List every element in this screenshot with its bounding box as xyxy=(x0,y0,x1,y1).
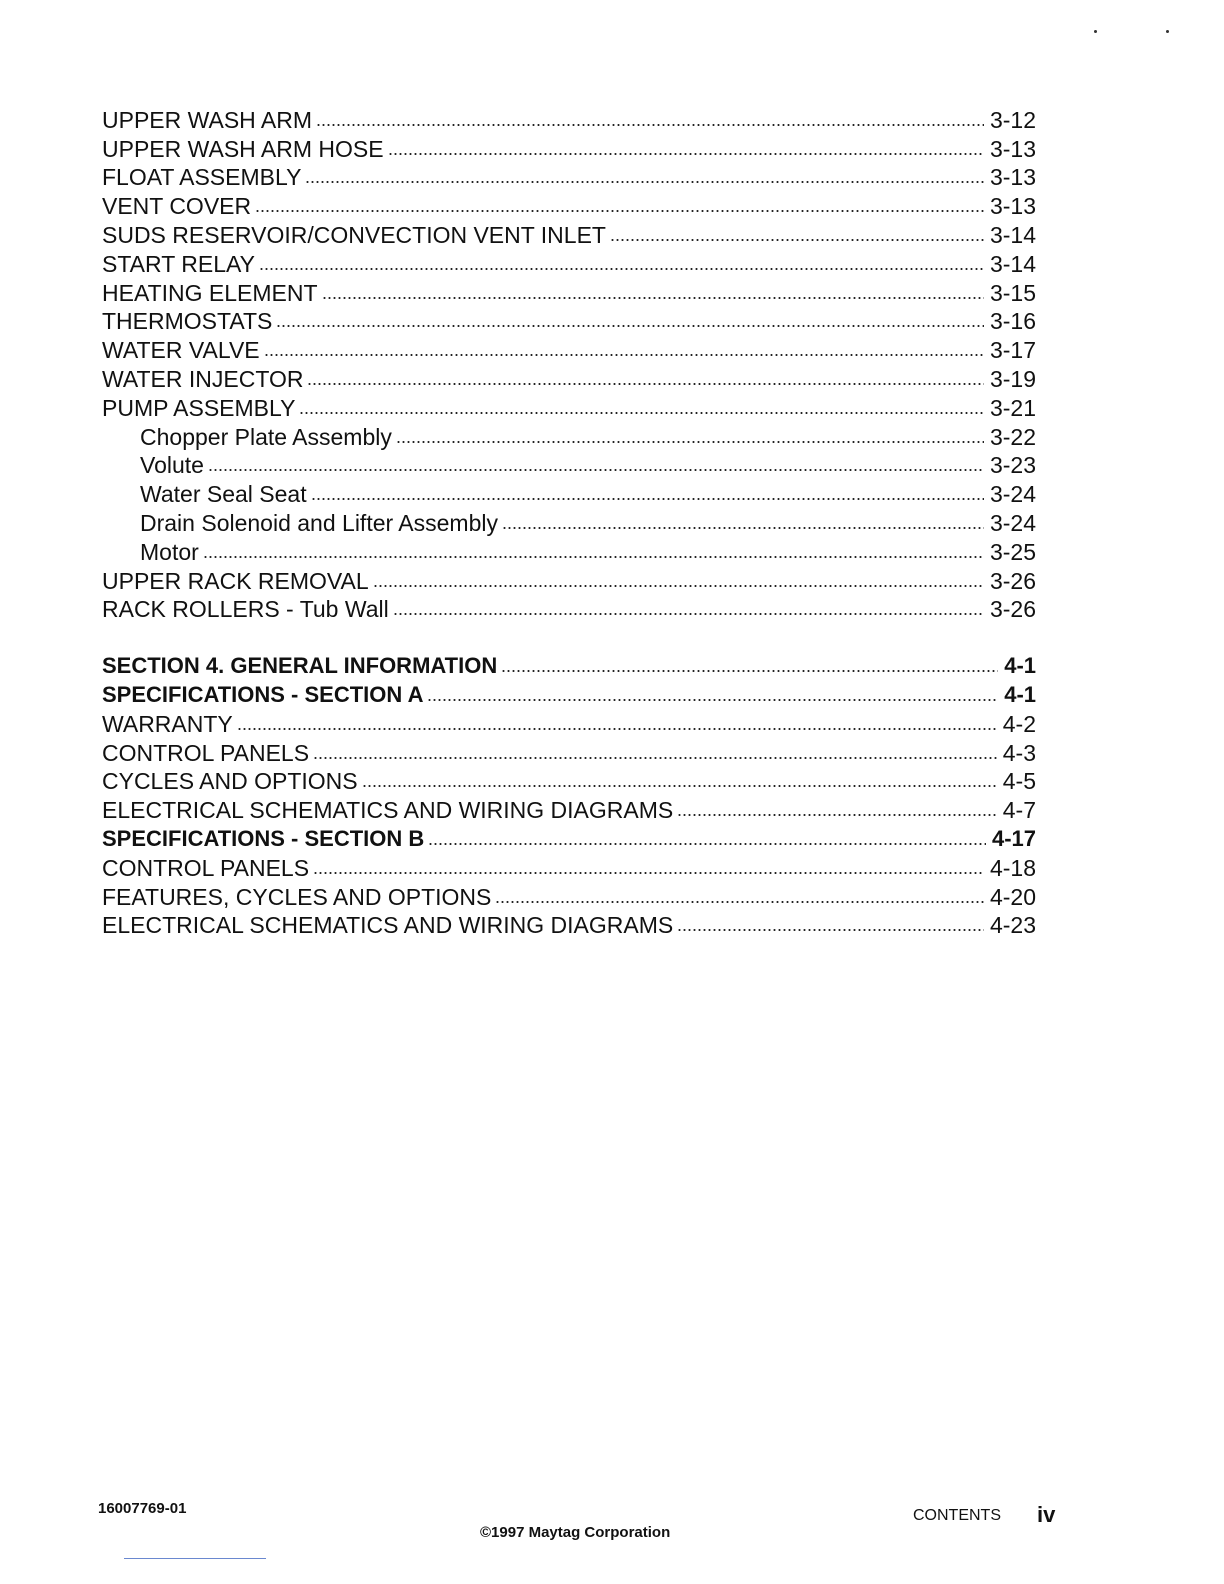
leader-dots xyxy=(322,296,984,300)
toc-entry-upper-rack-removal[interactable] xyxy=(102,565,1036,594)
toc-label: PUMP ASSEMBLY xyxy=(102,394,296,421)
leader-dots xyxy=(311,497,984,501)
toc-entry-float-assembly[interactable] xyxy=(102,162,1036,191)
toc-label: RACK ROLLERS - Tub Wall xyxy=(102,596,389,623)
toc-page: 3-23 xyxy=(989,452,1036,479)
scan-speck xyxy=(1094,30,1097,33)
leader-dots xyxy=(677,928,984,932)
toc-label: START RELAY xyxy=(102,250,255,277)
toc-entry-warranty[interactable] xyxy=(102,708,1036,737)
leader-dots xyxy=(393,612,984,616)
scan-speck xyxy=(1166,30,1169,33)
toc-entry-upper-wash-arm-hose[interactable] xyxy=(102,133,1036,162)
toc-label: SPECIFICATIONS - SECTION B xyxy=(102,825,425,851)
leader-dots xyxy=(428,842,986,846)
copyright-notice: ©1997 Maytag Corporation xyxy=(480,1524,671,1541)
toc-label: SECTION 4. GENERAL INFORMATION xyxy=(102,653,498,679)
toc-label: UPPER RACK REMOVAL xyxy=(102,567,369,594)
leader-dots xyxy=(259,267,984,271)
toc-label: ELECTRICAL SCHEMATICS AND WIRING DIAGRAMS xyxy=(102,912,674,939)
toc-page: 4-23 xyxy=(989,912,1036,939)
toc-page: 3-24 xyxy=(989,481,1036,508)
toc-label: WARRANTY xyxy=(102,710,233,737)
toc-entry-water-valve[interactable] xyxy=(102,334,1036,363)
toc-entry-chopper-plate[interactable] xyxy=(102,421,1036,450)
toc-label: CONTROL PANELS xyxy=(102,854,310,881)
toc-page: 3-15 xyxy=(989,279,1036,306)
toc-label: Water Seal Seat xyxy=(140,481,307,508)
toc-page: 4-2 xyxy=(1002,710,1036,737)
toc-page: 3-19 xyxy=(989,365,1036,392)
toc-label: Volute xyxy=(140,452,204,479)
toc-page: 3-14 xyxy=(989,250,1036,277)
toc-label: CONTROL PANELS xyxy=(102,739,310,766)
toc-entry-pump-assembly[interactable] xyxy=(102,392,1036,421)
toc-page: 4-1 xyxy=(1004,681,1036,707)
leader-dots xyxy=(276,324,984,328)
leader-dots xyxy=(362,784,997,788)
toc-page: 4-17 xyxy=(991,825,1036,851)
section-gap xyxy=(102,622,1036,650)
leader-dots xyxy=(388,152,984,156)
toc-label: VENT COVER xyxy=(102,193,252,220)
toc-label: Drain Solenoid and Lifter Assembly xyxy=(140,509,498,536)
toc-page: 3-13 xyxy=(989,193,1036,220)
toc-label: CYCLES AND OPTIONS xyxy=(102,768,358,795)
leader-dots xyxy=(255,209,984,213)
toc-page: 4-5 xyxy=(1002,768,1036,795)
toc-page: 3-21 xyxy=(989,394,1036,421)
toc-page: 3-12 xyxy=(989,106,1036,133)
toc-label: FLOAT ASSEMBLY xyxy=(102,164,302,191)
toc-entry-water-seal-seat[interactable] xyxy=(102,478,1036,507)
toc-entry-control-panels-b[interactable] xyxy=(102,852,1036,881)
toc-page: 3-17 xyxy=(989,337,1036,364)
toc-page: 3-13 xyxy=(989,164,1036,191)
toc-label: SUDS RESERVOIR/CONVECTION VENT INLET xyxy=(102,221,606,248)
leader-dots xyxy=(237,727,997,731)
toc-page: 3-22 xyxy=(989,423,1036,450)
link-underline xyxy=(124,1558,266,1559)
toc-entry-start-relay[interactable] xyxy=(102,248,1036,277)
toc-entry-motor[interactable] xyxy=(102,536,1036,565)
toc-label: WATER INJECTOR xyxy=(102,365,304,392)
toc-label: UPPER WASH ARM HOSE xyxy=(102,135,384,162)
leader-dots xyxy=(203,555,984,559)
toc-page: 3-24 xyxy=(989,509,1036,536)
leader-dots xyxy=(610,238,984,242)
leader-dots xyxy=(495,900,984,904)
document-number: 16007769-01 xyxy=(98,1500,187,1517)
toc-entry-upper-wash-arm[interactable] xyxy=(102,104,1036,133)
leader-dots xyxy=(313,756,997,760)
toc-entry-specifications-b[interactable] xyxy=(102,823,1036,852)
toc-label: SPECIFICATIONS - SECTION A xyxy=(102,681,424,707)
toc-label: UPPER WASH ARM xyxy=(102,106,313,133)
toc-label: ELECTRICAL SCHEMATICS AND WIRING DIAGRAMS xyxy=(102,797,674,824)
leader-dots xyxy=(427,698,998,702)
toc-page: 4-3 xyxy=(1002,739,1036,766)
toc-page: 4-18 xyxy=(989,854,1036,881)
toc-entry-control-panels-a[interactable] xyxy=(102,737,1036,766)
leader-dots xyxy=(677,813,997,817)
leader-dots xyxy=(316,123,984,127)
page-number: iv xyxy=(1037,1502,1056,1527)
toc-entry-thermostats[interactable] xyxy=(102,306,1036,335)
toc-page: 3-16 xyxy=(989,308,1036,335)
toc-page: 4-20 xyxy=(989,883,1036,910)
toc-page: 3-25 xyxy=(989,538,1036,565)
table-of-contents xyxy=(102,104,1036,938)
toc-entry-cycles-options[interactable] xyxy=(102,766,1036,795)
toc-page: 3-13 xyxy=(989,135,1036,162)
toc-page: 4-7 xyxy=(1002,797,1036,824)
leader-dots xyxy=(396,440,984,444)
leader-dots xyxy=(305,180,984,184)
toc-entry-suds-reservoir[interactable] xyxy=(102,219,1036,248)
leader-dots xyxy=(502,526,984,530)
toc-entry-volute[interactable] xyxy=(102,450,1036,479)
toc-entry-schematics-b[interactable] xyxy=(102,910,1036,939)
leader-dots xyxy=(501,669,998,673)
toc-page: 3-14 xyxy=(989,221,1036,248)
toc-label: HEATING ELEMENT xyxy=(102,279,318,306)
toc-label: Motor xyxy=(140,538,199,565)
toc-page: 3-26 xyxy=(989,596,1036,623)
toc-label: WATER VALVE xyxy=(102,337,260,364)
toc-label: THERMOSTATS xyxy=(102,308,273,335)
leader-dots xyxy=(299,411,984,415)
toc-entry-water-injector[interactable] xyxy=(102,363,1036,392)
leader-dots xyxy=(373,584,984,588)
toc-page: 3-26 xyxy=(989,567,1036,594)
section-label: CONTENTS xyxy=(913,1507,1001,1524)
toc-page: 4-1 xyxy=(1004,653,1036,679)
toc-label: Chopper Plate Assembly xyxy=(140,423,392,450)
toc-entry-section-4[interactable] xyxy=(102,650,1036,679)
toc-entry-rack-rollers[interactable] xyxy=(102,594,1036,623)
leader-dots xyxy=(313,871,984,875)
toc-entry-features-cycles[interactable] xyxy=(102,881,1036,910)
toc-entry-specifications-a[interactable] xyxy=(102,679,1036,708)
leader-dots xyxy=(307,382,983,386)
leader-dots xyxy=(208,468,984,472)
toc-entry-vent-cover[interactable] xyxy=(102,190,1036,219)
leader-dots xyxy=(264,353,984,357)
toc-label: FEATURES, CYCLES AND OPTIONS xyxy=(102,883,492,910)
toc-entry-schematics-a[interactable] xyxy=(102,794,1036,823)
toc-entry-drain-solenoid[interactable] xyxy=(102,507,1036,536)
toc-entry-heating-element[interactable] xyxy=(102,277,1036,306)
